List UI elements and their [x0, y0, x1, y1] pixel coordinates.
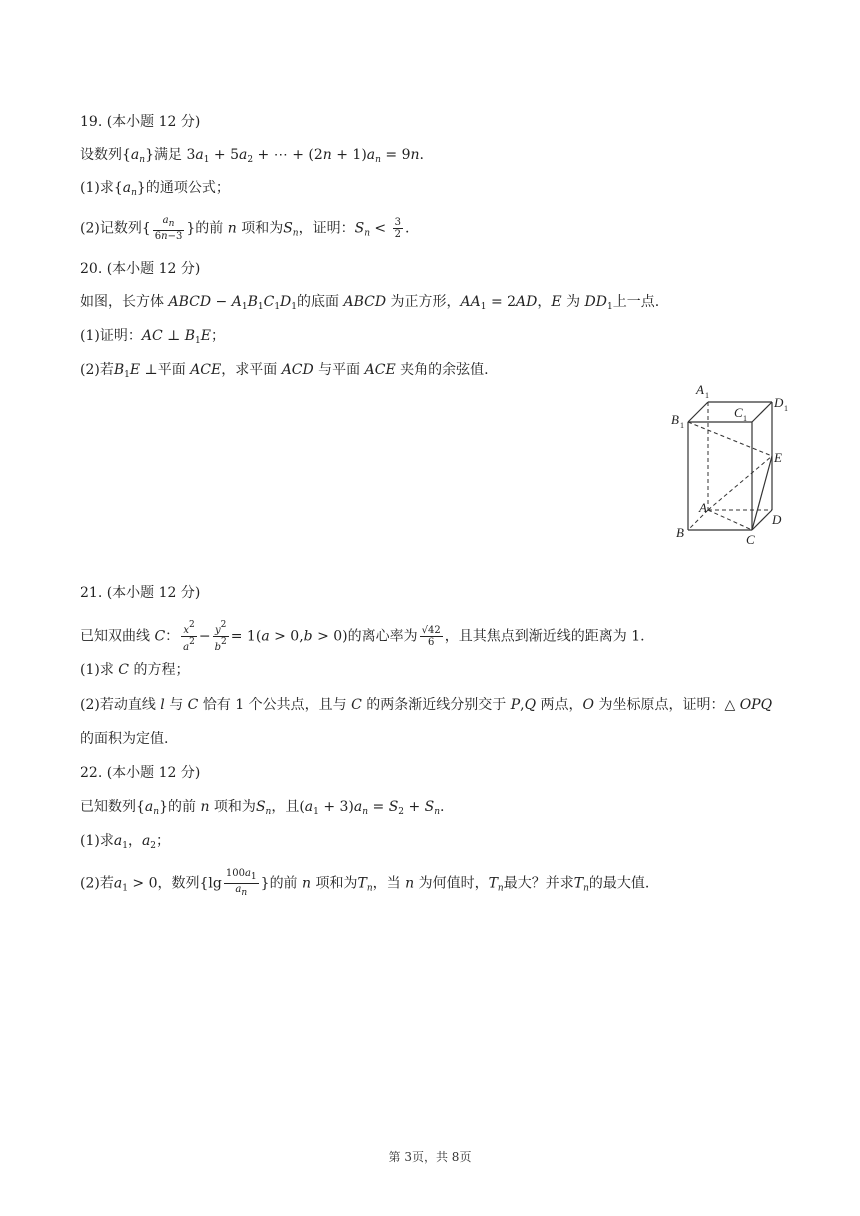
q22-stem: 已知数列$\{a_n\}$的前 n 项和为$S_n$，且$(a_1 + 3)a_n = S_2 + S_n$.	[80, 799, 445, 817]
label-d: D	[772, 512, 782, 527]
label-a1-sub: 1	[705, 391, 709, 400]
q22-part1: (1)求$a_1$，$a_2$；	[80, 833, 171, 851]
q19-part2: (2)记数列{ $\frac{a_n}{6n-3}$ }的前 n 项和为$S_n$，证明：$S_n$ < $\frac{3}{2}$ .	[80, 215, 410, 242]
edge-ac-hidden	[708, 510, 752, 530]
q19-header: 19. (本小题 12 分)	[80, 114, 201, 130]
q21-part2: (2)若动直线 l 与 C 恰有 1 个公共点，且与 C 的两条渐近线分别交于 P,Q 两点，O 为坐标原点，证明：△ OPQ	[80, 697, 773, 713]
label-a1: A	[696, 382, 704, 397]
label-d1: D	[774, 395, 784, 410]
q22-header: 22. (本小题 12 分)	[80, 765, 201, 781]
q21-stem: 已知双曲线 C： $\frac{x^2}{a^2}$ − $\frac{y^2}{b^2}$ = 1(a > 0,b > 0)的离心率为 $\frac{√42}{6}$ ，且其焦点到渐近线的距离为 1.	[80, 620, 645, 653]
q19-part1: (1)求$\{a_n\}$的通项公式；	[80, 180, 230, 198]
q22-part2: (2)若$a_1 > 0$，数列{lg $\frac{100a_1}{a_n}$ }的前 n 项和为$T_n$，当 n 为何值时，$T_n$最大？并求$T_n$的最大值.	[80, 868, 650, 898]
label-c: C	[746, 532, 755, 547]
label-c1: C	[734, 405, 743, 420]
page-footer: 第 3页，共 8页	[388, 1150, 472, 1164]
edge-b1e-hidden	[688, 422, 772, 456]
edge-a1b1	[688, 402, 708, 422]
edge-ae-hidden	[708, 456, 772, 510]
q21-part1: (1)求 C 的方程；	[80, 662, 190, 678]
label-d1-sub: 1	[784, 404, 788, 413]
label-c1-sub: 1	[743, 414, 747, 423]
label-a: A	[699, 500, 707, 515]
q21-part2-cont: 的面积为定值.	[80, 731, 169, 747]
cuboid-figure	[668, 380, 798, 550]
label-e: E	[774, 450, 782, 465]
label-b: B	[676, 525, 684, 540]
edge-c1d1	[752, 402, 772, 422]
edge-ce	[752, 456, 772, 530]
label-b1-sub: 1	[680, 421, 684, 430]
q20-header: 20. (本小题 12 分)	[80, 261, 201, 277]
q19-stem: 设数列$\{a_n\}$满足 $3a_1 + 5a_2$ + ⋯ + $(2n + 1)a_n = 9n$.	[80, 147, 424, 165]
q20-part2: (2)若$B_1E$ ⊥平面 ACE，求平面 ACD 与平面 ACE 夹角的余弦值.	[80, 362, 489, 380]
q20-part1: (1)证明：AC ⊥ $B_1E$；	[80, 328, 226, 346]
q21-header: 21. (本小题 12 分)	[80, 585, 201, 601]
q20-stem: 如图，长方体 ABCD − $A_1B_1C_1D_1$的底面 ABCD 为正方形，$AA_1 = 2AD$，E 为 $DD_1$上一点.	[80, 294, 660, 312]
label-b1: B	[671, 412, 679, 427]
